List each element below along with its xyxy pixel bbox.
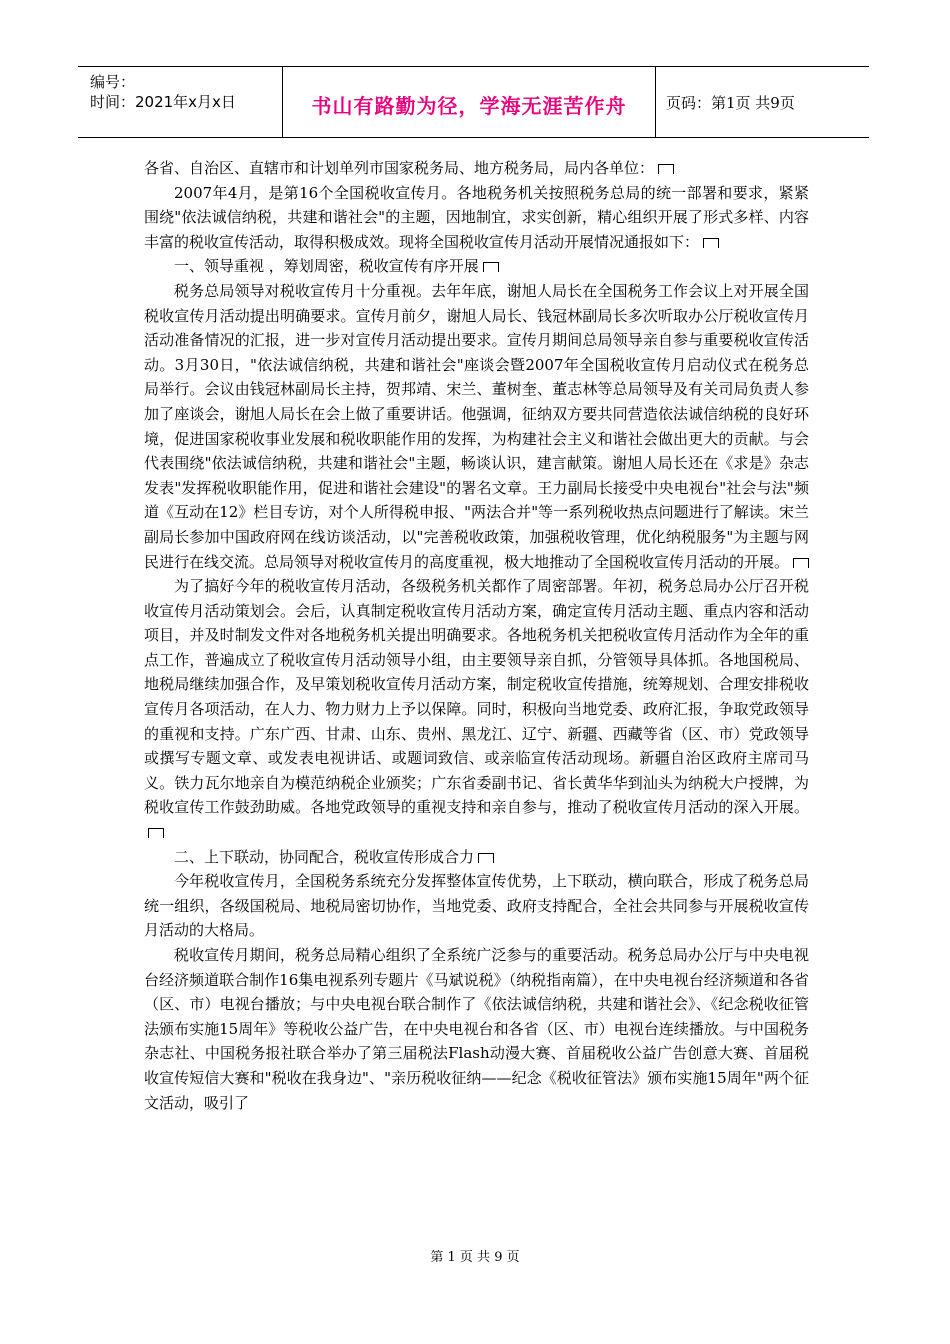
paragraph-text: 各省、自治区、直辖市和计划单列市国家税务局、地方税务局，局内各单位： <box>144 159 655 177</box>
header-page-cell <box>656 67 869 137</box>
header-motto: 书山有路勤为径，学海无涯苦作舟 <box>311 94 627 118</box>
header-meta-cell <box>78 67 283 137</box>
header-page-info: 页码：第1页 共9页 <box>666 94 795 112</box>
body-paragraph <box>144 574 809 845</box>
paragraph-mark-icon <box>703 238 719 248</box>
document-number-label: 编号： <box>90 73 136 91</box>
paragraph-mark-icon <box>478 853 494 863</box>
body-paragraph <box>144 156 809 181</box>
paragraph-text: 为了搞好今年的税收宣传月活动，各级税务机关都作了周密部署。年初，税务总局办公厅召开税收宣传月活动策划会。会后，认真制定税收宣传月活动方案，确定宣传月活动主题、重点内容和活动项目，并及时制发文件对各地税务机关提出明确要求。各地税务机关把税收宣传月活动作为全年的重点工作，普遍成立了税收宣传月活动领导小组，由主要领导亲自抓，分管领导具体抓。各地国税局、地税局继续加强合作，及早策划税收宣传月活动方案，制定税收宣传措施，统筹规划、合理安排税收宣传月各项活动，在人力、物力财力上予以保障。同时，积极向当地党委、政府汇报，争取党政领导的重视和支持。广东广西、甘肃、山东、贵州、黑龙江、辽宁、新疆、西藏等省（区、市）党政领导或撰写专题文章、或发表电视讲话、或题词致信、或亲临宣传活动现场。新疆自治区政府主席司马义。铁力瓦尔地亲自为模范纳税企业颁奖；广东省委副书记、省长黄华华到汕头为纳税大户授牌，为税收宣传工作鼓劲助威。各地党政领导的重视支持和亲自参与，推动了税收宣传月活动的深入开展。 <box>144 577 809 817</box>
paragraph-text: 二、上下联动，协同配合，税收宣传形成合力 <box>174 847 475 866</box>
body-paragraph <box>144 869 809 943</box>
paragraph-mark-icon <box>658 164 674 174</box>
paragraph-text: 税务总局领导对税收宣传月十分重视。去年年底，谢旭人局长在全国税务工作会议上对开展全国税收宣传月活动提出明确要求。宣传月前夕，谢旭人局长、钱冠林副局长多次听取办公厅税收宣传月活动准备情况的汇报，进一步对宣传月活动提出要求。宣传月期间总局领导亲自参与重要税收宣传活动。3月30日，"依法诚信纳税，共建和谐社会"座谈会暨2007年全国税收宣传月启动仪式在税务总局举行。会议由钱冠林副局长主持，贺邦靖、宋兰、董树奎、董志林等总局领导及有关司局负责人参加了座谈会，谢旭人局长在会上做了重要讲话。他强调，征纳双方要共同营造依法诚信纳税的良好环境，促进国家税收事业发展和税收职能作用的发挥，为构建社会主义和谐社会做出更大的贡献。与会代表围绕"依法诚信纳税，共建和谐社会"主题，畅谈认识，建言献策。谢旭人局长还在《求是》杂志发表"发挥税收职能作用，促进和谐社会建设"的署名文章。王力副局长接受中央电视台"社会与法"频道《互动在12》栏目专访，对个人所得税申报、"两法合并"等一系列税收热点问题进行了解读。宋兰副局长参加中国政府网在线访谈活动，以"完善税收政策，加强税收管理，优化纳税服务"为主题与网民进行在线交流。总局领导对税收宣传月的高度重视，极大地推动了全国税收宣传月活动的开展。 <box>144 281 809 571</box>
header-motto-cell <box>283 67 656 137</box>
document-body <box>144 156 809 1115</box>
paragraph-mark-icon <box>483 262 499 272</box>
body-paragraph <box>144 254 809 279</box>
document-date: 时间：2021年x月x日 <box>90 93 236 111</box>
paragraph-mark-icon <box>148 828 164 838</box>
paragraph-text: 一、领导重视 ，筹划周密，税收宣传有序开展 <box>174 257 479 276</box>
paragraph-text: 2007年4月，是第16个全国税收宣传月。各地税务机关按照税务总局的统一部署和要求，紧紧围绕"依法诚信纳税，共建和谐社会"的主题，因地制宜，求实创新，精心组织开展了形式多样、内容丰富的税收宣传活动，取得积极成效。现将全国税收宣传月活动开展情况通报如下： <box>144 183 809 251</box>
paragraph-text: 税收宣传月期间，税务总局精心组织了全系统广泛参与的重要活动。税务总局办公厅与中央电视台经济频道联合制作16集电视系列专题片《马斌说税》（纳税指南篇），在中央电视台经济频道和各省（区、市）电视台播放；与中央电视台联合制作了《依法诚信纳税，共建和谐社会》、《纪念税收征管法颁布实施15周年》等税收公益广告，在中央电视台和各省（区、市）电视台连续播放。与中国税务杂志社、中国税务报社联合举办了第三届税法Flash动漫大赛、首届税收公益广告创意大赛、首届税收宣传短信大赛和"税收在我身边"、"亲历税收征纳——纪念《税收征管法》颁布实施15周年"两个征文活动，吸引了 <box>144 946 809 1112</box>
page-header <box>78 66 869 138</box>
body-paragraph <box>144 943 809 1115</box>
body-paragraph <box>144 181 809 255</box>
page-footer: 第 1 页 共 9 页 <box>430 1250 520 1265</box>
body-paragraph <box>144 279 809 574</box>
body-paragraph <box>144 845 809 870</box>
paragraph-text: 今年税收宣传月，全国税务系统充分发挥整体宣传优势，上下联动，横向联合，形成了税务总局统一组织，各级国税局、地税局密切协作，当地党委、政府支持配合，全社会共同参与开展税收宣传月活动的大格局。 <box>144 872 809 940</box>
paragraph-mark-icon <box>793 558 809 568</box>
